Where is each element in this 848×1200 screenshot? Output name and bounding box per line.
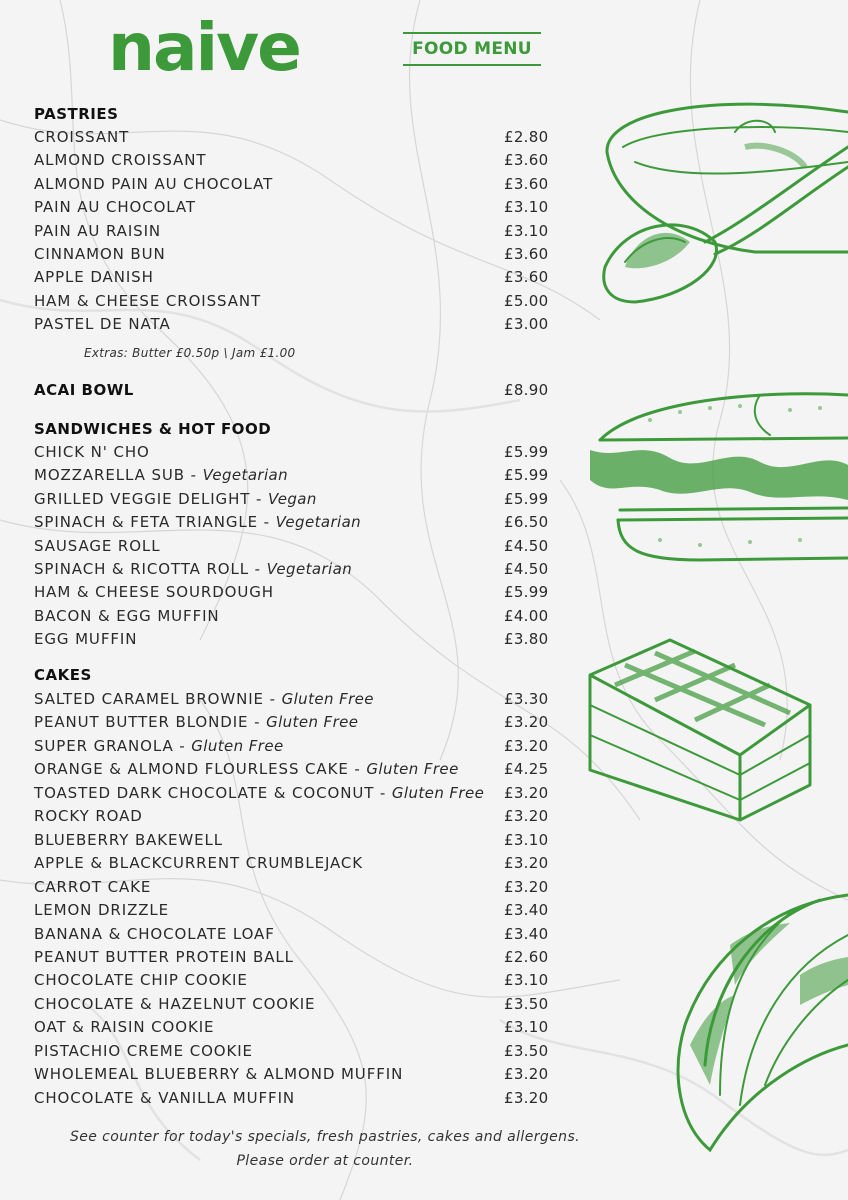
item-name-text: MOZZARELLA SUB - xyxy=(34,466,203,485)
item-price: £5.00 xyxy=(504,291,549,310)
menu-item-row xyxy=(34,511,554,534)
item-dietary-note: Gluten Free xyxy=(281,690,374,708)
item-name xyxy=(34,581,274,604)
item-dietary-note: Gluten Free xyxy=(266,713,359,732)
item-name-text: PEANUT BUTTER PROTEIN BALL xyxy=(34,947,294,966)
item-price: £5.99 xyxy=(504,489,549,508)
item-price: £5.99 xyxy=(504,443,549,461)
item-name xyxy=(34,735,284,758)
menu-item-row xyxy=(34,993,554,1016)
item-price: £3.00 xyxy=(504,315,549,334)
item-price: £3.50 xyxy=(504,1041,549,1060)
menu-item-row xyxy=(34,581,554,604)
section-title-sandwiches: SANDWICHES & HOT FOOD xyxy=(34,420,272,438)
item-price: £4.00 xyxy=(504,606,549,625)
item-price: £3.10 xyxy=(504,830,549,849)
item-name-text: PAIN AU CHOCOLAT xyxy=(34,198,196,217)
menu-item-row xyxy=(34,464,554,487)
item-name-text: GRILLED VEGGIE DELIGHT - xyxy=(34,489,268,508)
item-name-text: ALMOND CROISSANT xyxy=(34,151,207,170)
menu-item-row xyxy=(34,243,554,266)
item-price: £5.99 xyxy=(504,466,549,485)
item-price: £3.20 xyxy=(504,807,549,826)
menu-item-row xyxy=(34,923,554,946)
item-price: £3.40 xyxy=(504,901,549,920)
item-name xyxy=(34,969,248,992)
item-price: £3.30 xyxy=(504,690,549,708)
sandwich-illustration xyxy=(580,380,848,565)
menu-item-row xyxy=(34,535,554,558)
menu-item-row xyxy=(34,290,554,313)
menu-item-row xyxy=(34,441,554,464)
menu-item-row xyxy=(34,605,554,628)
menu-item-row xyxy=(34,313,554,336)
item-name xyxy=(34,243,166,266)
item-name-text: HAM & CHEESE SOURDOUGH xyxy=(34,583,274,602)
item-name-text: ALMOND PAIN AU CHOCOLAT xyxy=(34,174,274,193)
menu-item-row xyxy=(34,758,554,781)
item-name xyxy=(34,829,223,852)
menu-item-row xyxy=(34,1063,554,1086)
item-price: £3.10 xyxy=(504,221,549,240)
item-name-text: LEMON DRIZZLE xyxy=(34,901,170,920)
item-name-text: WHOLEMEAL BLUEBERRY & ALMOND MUFFIN xyxy=(34,1065,404,1084)
menu-item-row xyxy=(34,126,554,149)
bowl-illustration xyxy=(595,92,848,307)
menu-item-row xyxy=(34,711,554,734)
item-name xyxy=(34,441,150,464)
item-name xyxy=(34,923,275,946)
item-price: £5.99 xyxy=(504,583,549,602)
item-name-text: EGG MUFFIN xyxy=(34,630,138,649)
item-price: £3.80 xyxy=(504,630,549,649)
item-price: £3.20 xyxy=(504,1088,549,1107)
item-price: £3.50 xyxy=(504,994,549,1013)
item-price: £3.40 xyxy=(504,924,549,943)
item-price: £3.60 xyxy=(504,174,549,193)
item-dietary-note: Gluten Free xyxy=(366,760,459,779)
menu-item-row xyxy=(34,805,554,828)
item-name xyxy=(34,805,143,828)
item-name-text: BANANA & CHOCOLATE LOAF xyxy=(34,924,275,943)
item-name xyxy=(34,946,294,969)
item-name xyxy=(34,1063,403,1086)
item-name-text: CHOCOLATE & VANILLA MUFFIN xyxy=(34,1088,296,1107)
item-name xyxy=(34,173,273,196)
item-price: £3.20 xyxy=(504,783,549,802)
brand-logo: naive xyxy=(108,9,300,86)
item-name-text: PEANUT BUTTER BLONDIE - xyxy=(34,713,267,732)
item-dietary-note: Gluten Free xyxy=(191,736,284,755)
acai-bowl-row xyxy=(34,379,554,402)
item-name xyxy=(34,196,196,219)
item-price: £4.50 xyxy=(504,560,549,578)
menu-item-row xyxy=(34,688,554,711)
item-name xyxy=(34,290,261,313)
menu-item-row xyxy=(34,735,554,758)
menu-item-row xyxy=(34,266,554,289)
item-name-text: CINNAMON BUN xyxy=(34,245,166,263)
item-name-text: ORANGE & ALMOND FLOURLESS CAKE - xyxy=(34,760,367,779)
item-price: £3.60 xyxy=(504,268,549,287)
item-name-text: PISTACHIO CREME COOKIE xyxy=(34,1041,253,1060)
item-name-text: CROISSANT xyxy=(34,128,130,146)
item-name-text: CHOCOLATE CHIP COOKIE xyxy=(34,971,248,990)
item-name xyxy=(34,464,288,487)
menu-item-row xyxy=(34,173,554,196)
item-name-text: SAUSAGE ROLL xyxy=(34,536,161,555)
item-price: £3.60 xyxy=(504,245,549,263)
menu-item-row xyxy=(34,220,554,243)
item-name-text: BACON & EGG MUFFIN xyxy=(34,606,220,625)
item-name-text: SPINACH & FETA TRIANGLE - xyxy=(34,513,276,532)
item-name xyxy=(34,558,352,581)
item-dietary-note: Vegan xyxy=(267,489,317,508)
pastries-extras: Extras: Butter £0.50p \ Jam £1.00 xyxy=(84,346,296,360)
menu-item-row xyxy=(34,488,554,511)
section-title-cakes: CAKES xyxy=(34,666,92,684)
item-name xyxy=(34,511,361,534)
menu-item-row xyxy=(34,946,554,969)
item-name xyxy=(34,711,358,734)
item-name-text: CHOCOLATE & HAZELNUT COOKIE xyxy=(34,994,316,1013)
menu-item-row xyxy=(34,852,554,875)
item-name-text: APPLE & BLACKCURRENT CRUMBLEJACK xyxy=(34,854,364,873)
menu-item-row xyxy=(34,1087,554,1110)
food-menu-title: FOOD MENU xyxy=(403,32,541,66)
item-name-text: CHICK N' CHO xyxy=(34,443,150,461)
menu-item-row xyxy=(34,558,554,581)
item-name xyxy=(34,628,137,651)
menu-item-row xyxy=(34,628,554,651)
item-dietary-note: Vegetarian xyxy=(275,513,362,532)
item-name xyxy=(34,758,459,781)
footer-line-1: See counter for today's specials, fresh pastries, cakes and allergens. xyxy=(69,1129,580,1145)
item-price: £3.10 xyxy=(504,1018,549,1037)
item-name-text: SPINACH & RICOTTA ROLL - xyxy=(34,560,267,578)
item-name xyxy=(34,535,160,558)
item-price: £8.90 xyxy=(504,381,549,399)
menu-item-row xyxy=(34,149,554,172)
menu-item-row xyxy=(34,876,554,899)
item-name xyxy=(34,605,220,628)
menu-item-row xyxy=(34,1040,554,1063)
item-name-text: CARROT CAKE xyxy=(34,877,152,896)
footer-line-2: Please order at counter. xyxy=(236,1153,414,1169)
item-price: £3.20 xyxy=(504,854,549,873)
item-name-text: TOASTED DARK CHOCOLATE & COCONUT - xyxy=(34,783,392,802)
cake-slice-illustration xyxy=(585,635,815,825)
item-price: £3.60 xyxy=(504,151,549,170)
item-name-text: ROCKY ROAD xyxy=(34,807,143,826)
menu-item-row xyxy=(34,1016,554,1039)
item-name-text: HAM & CHEESE CROISSANT xyxy=(34,291,262,310)
menu-item-row xyxy=(34,196,554,219)
menu-item-row xyxy=(34,782,554,805)
item-name xyxy=(34,488,317,511)
item-price: £2.60 xyxy=(504,947,549,966)
item-name-text: SALTED CARAMEL BROWNIE - xyxy=(34,690,282,708)
item-name xyxy=(34,313,171,336)
item-price: £3.20 xyxy=(504,877,549,896)
item-dietary-note: Gluten Free xyxy=(391,783,485,802)
item-name xyxy=(34,1016,214,1039)
item-name xyxy=(34,266,154,289)
item-name-text: APPLE DANISH xyxy=(34,268,154,287)
item-name-text: BLUEBERRY BAKEWELL xyxy=(34,830,224,849)
item-name xyxy=(34,688,374,711)
item-price: £3.20 xyxy=(504,736,549,755)
item-name xyxy=(34,782,484,805)
item-name xyxy=(34,1040,253,1063)
item-name: ACAI BOWL xyxy=(34,381,134,399)
item-price: £3.20 xyxy=(504,713,549,732)
menu-item-row xyxy=(34,829,554,852)
item-name xyxy=(34,993,315,1016)
croissant-illustration xyxy=(650,885,848,1155)
item-price: £4.50 xyxy=(504,536,549,555)
item-dietary-note: Vegetarian xyxy=(202,466,289,485)
item-name-text: OAT & RAISIN COOKIE xyxy=(34,1018,215,1037)
item-name xyxy=(34,220,161,243)
item-price: £3.20 xyxy=(504,1065,549,1084)
section-title-pastries: PASTRIES xyxy=(34,105,119,123)
item-name xyxy=(34,876,151,899)
item-dietary-note: Vegetarian xyxy=(266,560,353,578)
item-price: £2.80 xyxy=(504,128,549,146)
item-price: £3.10 xyxy=(504,971,549,990)
item-name xyxy=(34,899,169,922)
item-name xyxy=(34,1087,295,1110)
item-name xyxy=(34,126,129,149)
item-name xyxy=(34,149,206,172)
item-name-text: PAIN AU RAISIN xyxy=(34,221,162,240)
item-name-text: SUPER GRANOLA - xyxy=(34,736,192,755)
item-price: £4.25 xyxy=(504,760,549,779)
menu-item-row xyxy=(34,969,554,992)
item-name xyxy=(34,852,363,875)
item-price: £3.10 xyxy=(504,198,549,217)
item-price: £6.50 xyxy=(504,513,549,532)
item-name-text: PASTEL DE NATA xyxy=(34,315,171,334)
menu-item-row xyxy=(34,899,554,922)
